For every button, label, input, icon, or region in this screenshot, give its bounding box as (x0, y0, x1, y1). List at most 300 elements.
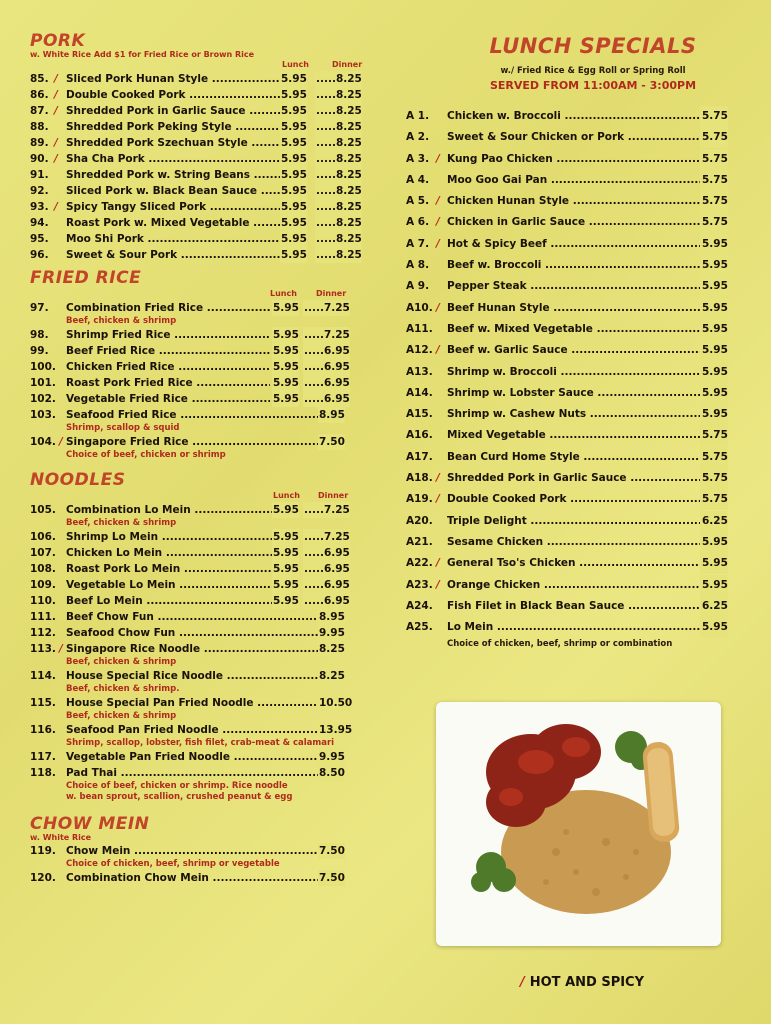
lunch-price: 5.95 (273, 547, 299, 559)
pork-column-headers (30, 60, 375, 71)
dinner-price: 9.95 (319, 751, 345, 763)
menu-item-row (30, 870, 375, 886)
lunch-special-row (406, 383, 728, 404)
menu-item-row (30, 722, 375, 738)
food-plate-illustration (436, 702, 721, 946)
dinner-price: .....6.95 (304, 345, 350, 357)
pork-list (30, 71, 375, 263)
item-name: Mixed Vegetable ..... (447, 425, 717, 446)
dinner-label: Dinner (332, 60, 363, 69)
lunch-price: 5.95 (281, 233, 307, 245)
item-name: Pad Thai ..... (66, 765, 318, 781)
item-name: Sliced Pork w. Black Bean Sauce ..... (66, 183, 280, 199)
lunch-special-row (406, 340, 728, 361)
item-number: A 1. (406, 110, 430, 122)
lunch-special-row (406, 511, 728, 532)
item-name: Beef Lo Mein ..... (66, 593, 272, 609)
item-number: 115. (30, 697, 56, 709)
item-number: 87. (30, 105, 49, 117)
lunch-price: 5.95 (273, 393, 299, 405)
lunch-special-row (406, 106, 728, 127)
dinner-price: .....6.95 (304, 563, 350, 575)
lunch-price: 5.95 (273, 345, 299, 357)
item-name: Sesame Chicken ..... (447, 532, 717, 553)
chili-icon: / (436, 216, 440, 229)
lunch-special-row (406, 596, 728, 617)
lunch-price: 5.95 (273, 531, 299, 543)
menu-item-row (30, 215, 375, 231)
menu-item-row (30, 529, 375, 545)
lunch-special-row (406, 532, 728, 553)
dinner-price: .....8.25 (316, 185, 362, 197)
fried-rice-column-headers (30, 289, 375, 300)
dinner-price: .....6.95 (304, 393, 350, 405)
item-number: A 6. (406, 216, 430, 229)
menu-item-row (30, 151, 375, 167)
lunch-price: 5.95 (281, 89, 307, 101)
item-name: Shrimp w. Cashew Nuts ..... (447, 404, 717, 425)
lunch-specials-hours: SERVED FROM 11:00AM - 3:00PM (489, 79, 697, 92)
item-number: A 3. (406, 152, 430, 165)
item-number: 96. (30, 249, 49, 261)
lunch-label: Lunch (273, 491, 300, 500)
menu-item-row (30, 765, 375, 781)
item-number: 111. (30, 611, 56, 623)
lunch-price: 5.95 (281, 169, 307, 181)
item-name: Roast Pork w. Mixed Vegetable ..... (66, 215, 280, 231)
menu-item-row (30, 695, 375, 711)
item-name: Chicken Lo Mein ..... (66, 545, 272, 561)
lunch-special-row (406, 553, 728, 574)
item-name: Chicken Fried Rice ..... (66, 359, 270, 375)
noodles-list (30, 502, 375, 803)
item-number: A13. (406, 365, 433, 378)
lunch-price: 5.95 (281, 137, 307, 149)
dinner-price: 9.95 (319, 627, 345, 639)
lunch-special-row (406, 212, 728, 233)
pork-title: PORK (30, 31, 86, 51)
lunch-special-row (406, 276, 728, 297)
item-price: 5.95 (700, 553, 728, 574)
dinner-price: .....8.25 (316, 121, 362, 133)
item-number: 110. (30, 595, 56, 607)
lunch-special-row (406, 468, 728, 489)
item-number: 106. (30, 531, 56, 543)
item-number: 108. (30, 563, 56, 575)
left-column (30, 32, 375, 886)
lunch-price: 5.95 (273, 563, 299, 575)
chili-icon: / (59, 436, 63, 448)
item-name: Vegetable Fried Rice ..... (66, 391, 270, 407)
item-number: A 9. (406, 280, 430, 293)
lunch-price: 5.95 (281, 73, 307, 85)
item-name: Vegetable Lo Mein ..... (66, 577, 272, 593)
item-price: 5.75 (700, 170, 728, 191)
menu-item-row (30, 247, 375, 263)
item-name: Fish Filet in Black Bean Sauce ..... (447, 596, 717, 617)
menu-item-row (30, 545, 375, 561)
menu-item-row (30, 391, 375, 407)
menu-item-row (30, 359, 375, 375)
item-name: Beef w. Garlic Sauce ..... (447, 340, 717, 361)
dinner-price: .....8.25 (316, 73, 362, 85)
item-note: Beef, chicken & shrimp (66, 657, 177, 667)
dinner-price: .....8.25 (316, 89, 362, 101)
item-number: A18. (406, 472, 433, 485)
item-price: 6.25 (700, 511, 728, 532)
lunch-specials-title: LUNCH SPECIALS (489, 34, 697, 58)
item-price: 5.95 (700, 340, 728, 361)
item-name: Shrimp Fried Rice ..... (66, 327, 270, 343)
lunch-label: Lunch (270, 289, 297, 298)
item-price: 6.25 (700, 596, 728, 617)
chili-icon: / (54, 73, 58, 85)
item-name: Shredded Pork in Garlic Sauce ..... (447, 468, 717, 489)
item-number: 99. (30, 345, 49, 357)
lunch-specials-note: Choice of chicken, beef, shrimp or combination (447, 639, 673, 650)
item-number: 92. (30, 185, 49, 197)
item-number: 102. (30, 393, 56, 405)
dinner-price: .....8.25 (316, 105, 362, 117)
dinner-price: .....6.95 (304, 595, 350, 607)
item-price: 5.95 (700, 362, 728, 383)
chili-icon: / (436, 237, 440, 250)
chow-mein-list (30, 843, 375, 886)
menu-item-row (30, 71, 375, 87)
item-note: Choice of chicken, beef, shrimp or vegetable (66, 859, 280, 869)
item-number: A15. (406, 408, 433, 421)
item-name: Roast Pork Lo Mein ..... (66, 561, 272, 577)
item-price: 5.95 (700, 276, 728, 297)
dinner-price: .....8.25 (316, 201, 362, 213)
item-number: A10. (406, 301, 433, 314)
lunch-special-row (406, 149, 728, 170)
chili-icon: / (436, 195, 440, 208)
menu-item-row (30, 407, 375, 423)
lunch-price: 5.95 (273, 595, 299, 607)
dinner-price: .....8.25 (316, 217, 362, 229)
noodles-title: NOODLES (30, 470, 126, 490)
lunch-price: 5.95 (273, 329, 299, 341)
item-name: Vegetable Pan Fried Noodle ..... (66, 749, 318, 765)
lunch-special-row (406, 425, 728, 446)
dinner-price: 8.25 (319, 670, 345, 682)
item-price: 5.95 (700, 298, 728, 319)
menu-item-row (30, 199, 375, 215)
lunch-special-row (406, 489, 728, 510)
item-price: 5.75 (700, 127, 728, 148)
item-number: A22. (406, 557, 433, 570)
chow-mein-subtitle: w. White Rice (30, 833, 92, 842)
item-number: 90. (30, 153, 49, 165)
chili-icon: / (54, 137, 58, 149)
menu-item-row (30, 300, 375, 316)
dinner-price: .....7.25 (304, 329, 350, 341)
lunch-price: 5.95 (273, 302, 299, 314)
dinner-price: .....6.95 (304, 377, 350, 389)
item-note: Shrimp, scallop & squid (66, 423, 180, 433)
dinner-price: .....7.25 (304, 302, 350, 314)
item-number: A19. (406, 493, 433, 506)
item-price: 5.75 (700, 212, 728, 233)
item-price: 5.95 (700, 234, 728, 255)
lunch-special-row (406, 617, 728, 638)
item-number: 118. (30, 767, 56, 779)
item-name: Triple Delight ..... (447, 511, 717, 532)
item-number: 113. (30, 643, 56, 655)
item-number: A 5. (406, 195, 430, 208)
dinner-price: .....8.25 (316, 137, 362, 149)
item-number: 119. (30, 845, 56, 857)
item-name: Singapore Fried Rice ..... (66, 434, 318, 450)
item-note: Choice of beef, chicken or shrimp. Rice noodle (66, 781, 288, 791)
item-price: 5.75 (700, 106, 728, 127)
item-name: Sha Cha Pork ..... (66, 151, 280, 167)
lunch-special-row (406, 319, 728, 340)
item-number: A11. (406, 322, 433, 335)
item-number: 88. (30, 121, 49, 133)
menu-item-row (30, 135, 375, 151)
dinner-price: 7.50 (319, 872, 345, 884)
item-note: Beef, chicken & shrimp (66, 518, 177, 528)
chili-icon: / (54, 201, 58, 213)
item-number: A12. (406, 344, 433, 357)
item-price: 5.75 (700, 425, 728, 446)
lunch-price: 5.95 (281, 121, 307, 133)
item-number: A14. (406, 386, 433, 399)
item-name: Kung Pao Chicken ..... (447, 149, 717, 170)
lunch-special-row (406, 298, 728, 319)
item-number: 97. (30, 302, 49, 314)
right-column (406, 34, 728, 650)
menu-item-row (30, 119, 375, 135)
item-name: Shrimp Lo Mein ..... (66, 529, 272, 545)
menu-item-row (30, 641, 375, 657)
dinner-label: Dinner (316, 289, 347, 298)
chili-icon: / (54, 89, 58, 101)
dinner-price: .....8.25 (316, 153, 362, 165)
item-number: A25. (406, 621, 433, 634)
item-name: Shrimp w. Lobster Sauce ..... (447, 383, 717, 404)
item-name: Combination Fried Rice ..... (66, 300, 270, 316)
item-name: Beef w. Mixed Vegetable ..... (447, 319, 717, 340)
item-name: Seafood Pan Fried Noodle ..... (66, 722, 318, 738)
item-name: Beef w. Broccoli ..... (447, 255, 717, 276)
menu-item-row (30, 625, 375, 641)
lunch-special-row (406, 404, 728, 425)
lunch-price: 5.95 (281, 185, 307, 197)
item-price: 5.75 (700, 489, 728, 510)
item-name: Combination Chow Mein ..... (66, 870, 318, 886)
dinner-price: .....6.95 (304, 547, 350, 559)
item-price: 5.75 (700, 191, 728, 212)
item-number: A20. (406, 514, 433, 527)
item-name: Orange Chicken ..... (447, 575, 717, 596)
item-name: Beef Chow Fun ..... (66, 609, 318, 625)
lunch-special-row (406, 170, 728, 191)
item-name: Lo Mein ..... (447, 617, 717, 638)
dinner-price: .....6.95 (304, 361, 350, 373)
item-number: 91. (30, 169, 49, 181)
item-number: A 2. (406, 131, 430, 144)
chili-icon: / (436, 493, 440, 506)
item-note: Beef, chicken & shrimp (66, 316, 177, 326)
item-number: 116. (30, 724, 56, 736)
item-note: Shrimp, scallop, lobster, fish filet, crab-meat & calamari (66, 738, 335, 748)
item-name: General Tso's Chicken ..... (447, 553, 717, 574)
item-price: 5.95 (700, 617, 728, 638)
item-price: 5.75 (700, 447, 728, 468)
lunch-price: 5.95 (281, 105, 307, 117)
item-number: 120. (30, 872, 56, 884)
dinner-price: .....7.25 (304, 504, 350, 516)
menu-item-row (30, 593, 375, 609)
item-name: Shredded Pork w. String Beans ..... (66, 167, 280, 183)
lunch-price: 5.95 (281, 249, 307, 261)
lunch-price: 5.95 (273, 361, 299, 373)
item-number: 105. (30, 504, 56, 516)
menu-item-row (30, 343, 375, 359)
item-number: 103. (30, 409, 56, 421)
item-name: Chicken in Garlic Sauce ..... (447, 212, 717, 233)
dinner-price: 8.25 (319, 643, 345, 655)
item-number: A21. (406, 535, 433, 548)
dinner-price: 13.95 (319, 724, 353, 736)
menu-item-row (30, 668, 375, 684)
lunch-price: 5.95 (273, 579, 299, 591)
item-number: A 4. (406, 173, 430, 186)
lunch-price: 5.95 (273, 377, 299, 389)
menu-item-row (30, 609, 375, 625)
item-price: 5.95 (700, 575, 728, 596)
item-number: 100. (30, 361, 56, 373)
item-name: Combination Lo Mein ..... (66, 502, 272, 518)
item-number: 104. (30, 436, 56, 448)
item-price: 5.75 (700, 149, 728, 170)
menu-item-row (30, 183, 375, 199)
item-name: Bean Curd Home Style ..... (447, 447, 717, 468)
menu-item-row (30, 87, 375, 103)
lunch-price: 5.95 (273, 504, 299, 516)
item-name: Moo Shi Pork ..... (66, 231, 280, 247)
menu-item-row (30, 167, 375, 183)
item-name: Hot & Spicy Beef ..... (447, 234, 717, 255)
menu-item-row (30, 434, 375, 450)
fried-rice-list (30, 300, 375, 461)
item-price: 5.75 (700, 468, 728, 489)
lunch-special-row (406, 127, 728, 148)
lunch-special-row (406, 191, 728, 212)
food-photo (436, 702, 721, 946)
dinner-price: 8.95 (319, 611, 345, 623)
lunch-label: Lunch (282, 60, 309, 69)
lunch-price: 5.95 (281, 153, 307, 165)
dinner-price: .....8.25 (316, 249, 362, 261)
item-name: Seafood Fried Rice ..... (66, 407, 318, 423)
menu-item-row (30, 502, 375, 518)
chili-icon: / (436, 344, 440, 357)
item-number: A 8. (406, 259, 430, 272)
chili-icon: / (436, 578, 440, 591)
item-price: 5.95 (700, 255, 728, 276)
item-name: Shrimp w. Broccoli ..... (447, 362, 717, 383)
chili-icon: / (436, 301, 440, 314)
item-name: Pepper Steak ..... (447, 276, 717, 297)
dinner-price: 8.50 (319, 767, 345, 779)
item-number: 107. (30, 547, 56, 559)
item-name: Shredded Pork Szechuan Style ..... (66, 135, 280, 151)
lunch-special-row (406, 447, 728, 468)
item-name: Chicken w. Broccoli ..... (447, 106, 717, 127)
item-name: Double Cooked Pork ..... (66, 87, 280, 103)
chili-icon: / (520, 975, 525, 990)
item-number: 94. (30, 217, 49, 229)
item-number: 109. (30, 579, 56, 591)
dinner-price: 7.50 (319, 436, 345, 448)
item-price: 5.95 (700, 404, 728, 425)
item-name: Shredded Pork in Garlic Sauce ..... (66, 103, 280, 119)
menu-item-row (30, 103, 375, 119)
item-number: 95. (30, 233, 49, 245)
dinner-price: 7.50 (319, 845, 345, 857)
item-number: A24. (406, 599, 433, 612)
item-number: A23. (406, 578, 433, 591)
item-number: 112. (30, 627, 56, 639)
chili-icon: / (436, 557, 440, 570)
item-number: 93. (30, 201, 49, 213)
item-name: Moo Goo Gai Pan ..... (447, 170, 717, 191)
item-name: Shredded Pork Peking Style ..... (66, 119, 280, 135)
item-name: Beef Hunan Style ..... (447, 298, 717, 319)
fried-rice-title: FRIED RICE (30, 268, 142, 288)
menu-item-row (30, 231, 375, 247)
lunch-price: 5.95 (281, 217, 307, 229)
chili-icon: / (436, 152, 440, 165)
dinner-price: .....8.25 (316, 169, 362, 181)
item-number: A17. (406, 450, 433, 463)
item-name: Chow Mein ..... (66, 843, 318, 859)
chili-icon: / (436, 472, 440, 485)
menu-item-row (30, 375, 375, 391)
menu-item-row (30, 843, 375, 859)
item-name: Double Cooked Pork ..... (447, 489, 717, 510)
item-number: 86. (30, 89, 49, 101)
lunch-price: 5.95 (281, 201, 307, 213)
item-number: A16. (406, 429, 433, 442)
lunch-special-row (406, 575, 728, 596)
dinner-price: .....8.25 (316, 233, 362, 245)
item-name: Chicken Hunan Style ..... (447, 191, 717, 212)
item-name: House Special Pan Fried Noodle ..... (66, 695, 318, 711)
lunch-special-row (406, 255, 728, 276)
pork-subtitle: w. White Rice Add $1 for Fried Rice or Brown Rice (30, 50, 255, 59)
chili-icon: / (54, 153, 58, 165)
item-number: 117. (30, 751, 56, 763)
item-note: Beef, chicken & shrimp (66, 711, 177, 721)
item-number: 98. (30, 329, 49, 341)
item-note: Beef, chicken & shrimp. (66, 684, 180, 694)
chili-icon: / (54, 105, 58, 117)
menu-item-row (30, 561, 375, 577)
dinner-price: 10.50 (319, 697, 353, 709)
item-number: A 7. (406, 237, 430, 250)
lunch-specials-list (406, 106, 728, 638)
dinner-label: Dinner (318, 491, 349, 500)
hot-and-spicy-legend (520, 975, 644, 990)
item-name: Spicy Tangy Sliced Pork ..... (66, 199, 280, 215)
item-name: Singapore Rice Noodle ..... (66, 641, 318, 657)
dinner-price: .....6.95 (304, 579, 350, 591)
